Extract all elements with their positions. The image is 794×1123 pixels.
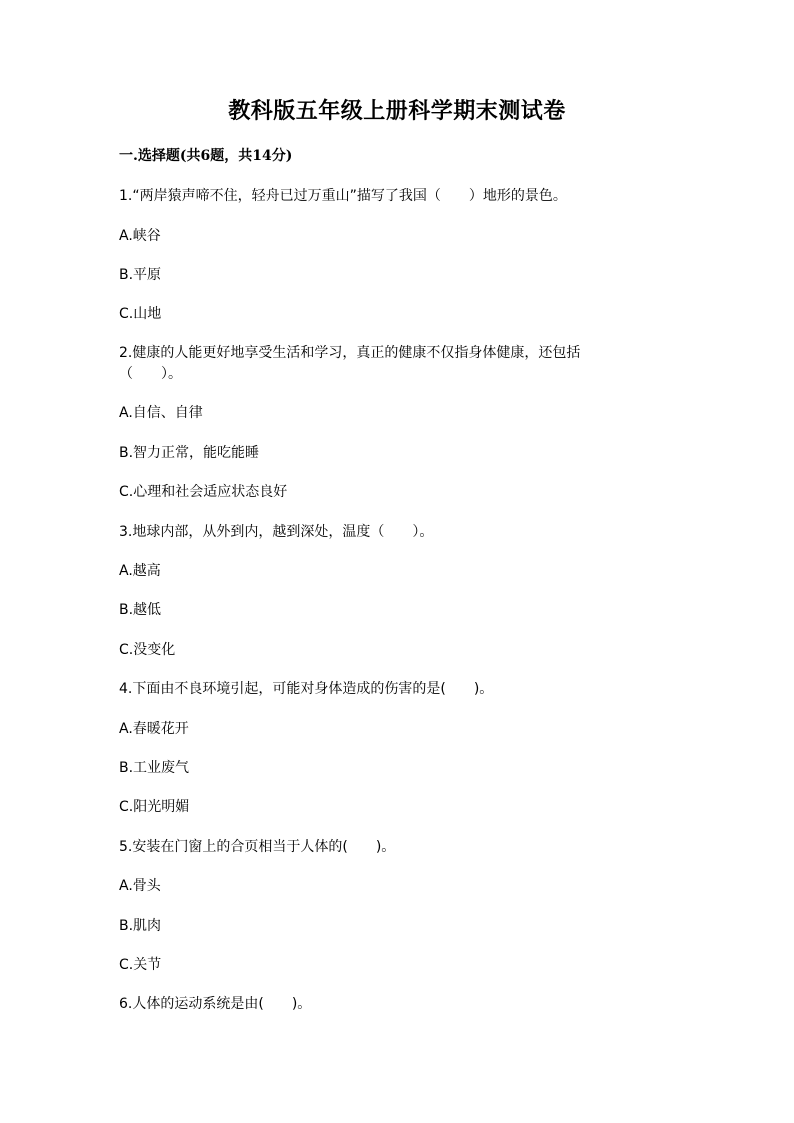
question-3-option-c: C.没变化 bbox=[119, 642, 176, 658]
exam-title: 教科版五年级上册科学期末测试卷 bbox=[228, 98, 566, 124]
question-2-option-b: B.智力正常，能吃能睡 bbox=[119, 445, 260, 461]
question-2-stem-line-1: 2.健康的人能更好地享受生活和学习，真正的健康不仅指身体健康，还包括 bbox=[119, 345, 581, 361]
question-1-option-a: A.峡谷 bbox=[119, 228, 161, 244]
question-5-stem: 5.安装在门窗上的合页相当于人体的( )。 bbox=[119, 839, 396, 855]
question-5-option-b: B.肌肉 bbox=[119, 918, 162, 934]
question-5-option-a: A.骨头 bbox=[119, 878, 161, 894]
question-4-option-b: B.工业废气 bbox=[119, 760, 190, 776]
question-6-stem: 6.人体的运动系统是由( )。 bbox=[119, 996, 312, 1012]
question-2-option-c: C.心理和社会适应状态良好 bbox=[119, 484, 288, 500]
question-3-option-b: B.越低 bbox=[119, 602, 162, 618]
question-1-stem: 1.“两岸猿声啼不住，轻舟已过万重山”描写了我国（ ）地形的景色。 bbox=[119, 188, 567, 204]
question-1-option-c: C.山地 bbox=[119, 306, 162, 322]
section-heading: 一.选择题(共6题，共14分) bbox=[119, 148, 293, 164]
question-2-option-a: A.自信、自律 bbox=[119, 405, 203, 421]
question-4-option-a: A.春暖花开 bbox=[119, 721, 189, 737]
question-3-stem: 3.地球内部，从外到内，越到深处，温度（ ）。 bbox=[119, 524, 434, 540]
question-3-option-a: A.越高 bbox=[119, 563, 161, 579]
question-4-option-c: C.阳光明媚 bbox=[119, 799, 190, 815]
question-4-stem: 4.下面由不良环境引起，可能对身体造成的伤害的是( )。 bbox=[119, 681, 494, 697]
question-2-stem-line-2: （ ）。 bbox=[119, 366, 182, 382]
question-5-option-c: C.关节 bbox=[119, 957, 162, 973]
question-1-option-b: B.平原 bbox=[119, 267, 162, 283]
